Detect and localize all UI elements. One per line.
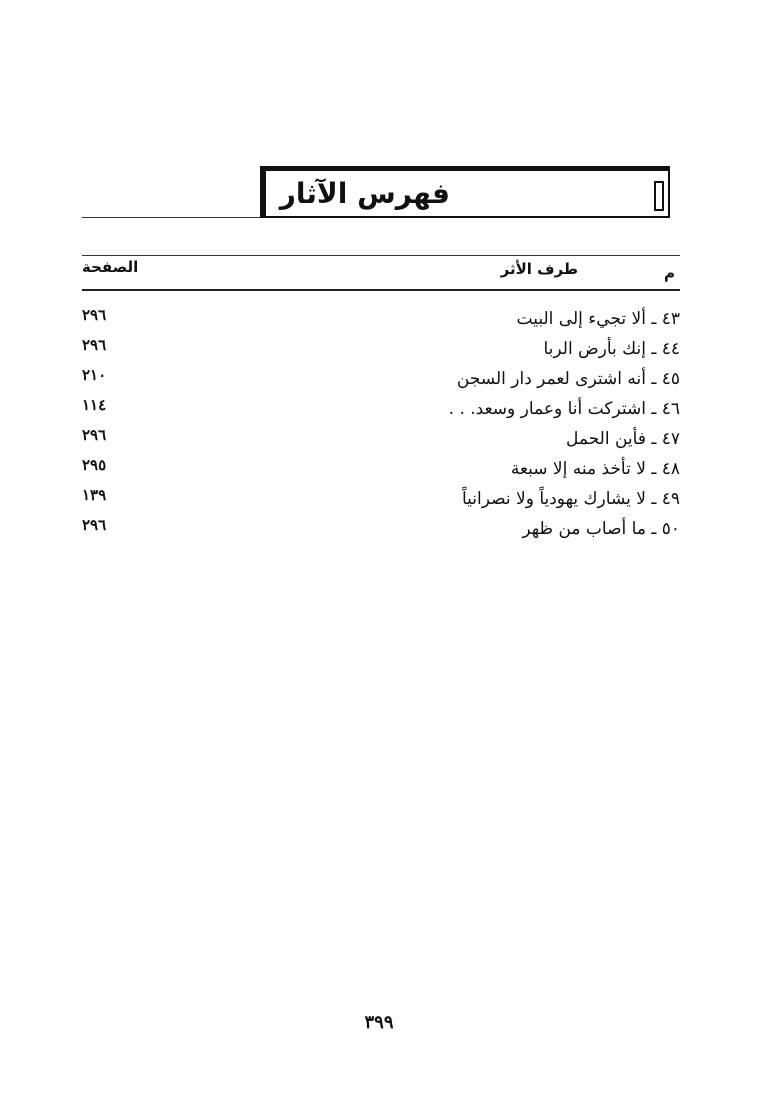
entry-page: ١١٤ (82, 396, 107, 414)
entry-title: ٤٨ ـ لا تأخذ منه إلا سبعة (510, 459, 680, 479)
list-item (82, 454, 680, 484)
title-box (260, 166, 670, 218)
entry-page: ٢٩٦ (82, 426, 107, 444)
entry-page: ١٣٩ (82, 486, 107, 504)
list-item (82, 304, 680, 334)
list-item (82, 334, 680, 364)
list-item (82, 364, 680, 394)
header-bottom-rule (82, 289, 680, 291)
entry-page: ٢٩٦ (82, 306, 107, 324)
column-header-title: طرف الأثر (500, 260, 578, 278)
column-header-page: الصفحة (82, 258, 139, 276)
entry-title: ٤٧ ـ فأين الحمل (565, 429, 680, 449)
index-list (82, 304, 680, 544)
title-rule (82, 217, 262, 218)
header-top-rule (82, 255, 680, 256)
list-item (82, 394, 680, 424)
entry-page: ٢٩٦ (82, 516, 107, 534)
entry-title: ٥٠ ـ ما أصاب من ظهر (522, 519, 680, 539)
entry-title: ٤٦ ـ اشتركت أنا وعمار وسعد. . . (448, 399, 680, 419)
entry-page: ٢٩٥ (82, 456, 107, 474)
title-marker (654, 181, 664, 211)
list-item (82, 484, 680, 514)
entry-title: ٤٤ ـ إنك بأرض الربا (543, 339, 680, 359)
entry-title: ٤٩ ـ لا يشارك يهودياً ولا نصرانياً (461, 489, 680, 509)
list-item (82, 514, 680, 544)
entry-page: ٢١٠ (82, 366, 107, 384)
list-item (82, 424, 680, 454)
entry-title: ٤٣ ـ ألا تجيء إلى البيت (516, 309, 680, 329)
page-number: ٣٩٩ (364, 1012, 394, 1033)
entry-title: ٤٥ ـ أنه اشترى لعمر دار السجن (456, 369, 680, 389)
page-title: فهرس الآثار (279, 177, 450, 210)
entry-page: ٢٩٦ (82, 336, 107, 354)
column-header-number: م (664, 264, 675, 282)
